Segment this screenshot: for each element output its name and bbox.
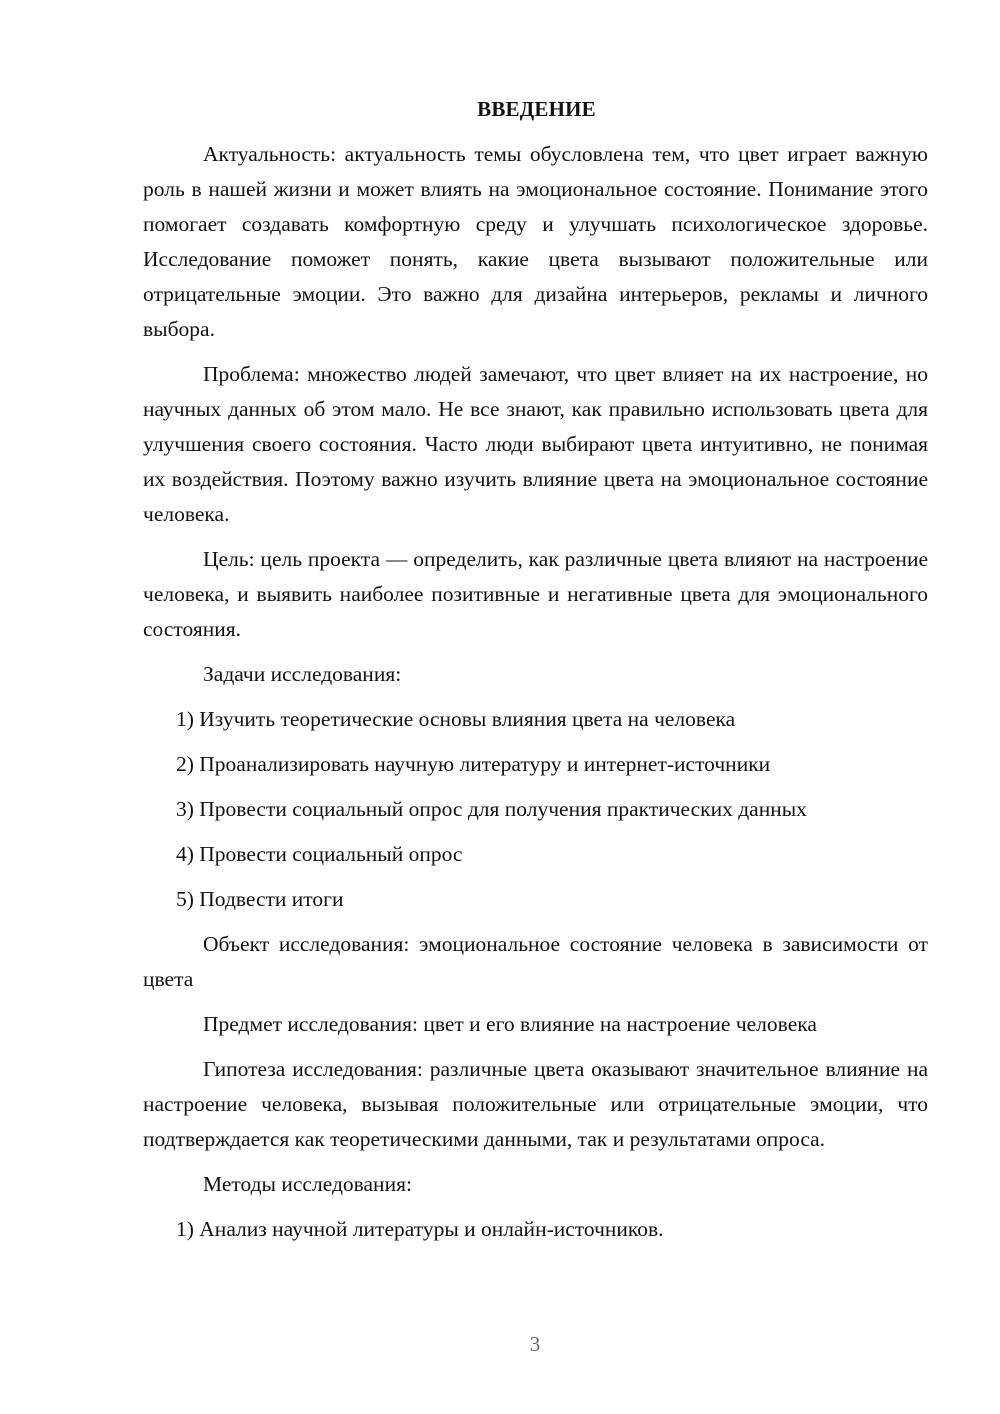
tasks-list xyxy=(143,702,928,917)
problem-paragraph: Проблема: множество людей замечают, что цвет влияет на их настроение, но научных данных об этом мало. Не все знают, как правильно использовать цвета для улучшения своего состояния. Часто люди выбирают цвета интуитивно, не понимая их воздействия. Поэтому важно изучить влияние цвета на эмоциональное состояние человека. xyxy=(143,362,928,526)
methods-list xyxy=(143,1212,928,1247)
subject-paragraph: Предмет исследования: цвет и его влияние на настроение человека xyxy=(203,1012,817,1036)
list-item: 2) Проанализировать научную литературу и интернет-источники xyxy=(176,752,771,776)
hypothesis-paragraph: Гипотеза исследования: различные цвета оказывают значительное влияние на настроение человека, вызывая положительные или отрицательные эмоции, что подтверждается как теоретическими данными, так и результатами опроса. xyxy=(143,1057,928,1151)
list-item: 1) Анализ научной литературы и онлайн-источников. xyxy=(176,1217,664,1241)
goal-paragraph: Цель: цель проекта — определить, как различные цвета влияют на настроение человека, и выявить наиболее позитивные и негативные цвета для эмоционального состояния. xyxy=(143,547,928,641)
section-heading: ВВЕДЕНИЕ xyxy=(477,97,596,121)
list-item: 3) Провести социальный опрос для получения практических данных xyxy=(176,797,807,821)
document-page xyxy=(143,92,928,1257)
object-paragraph: Объект исследования: эмоциональное состояние человека в зависимости от цвета xyxy=(143,932,928,991)
relevance-paragraph: Актуальность: актуальность темы обусловлена тем, что цвет играет важную роль в нашей жизни и может влиять на эмоциональное состояние. Понимание этого помогает создавать комфортную среду и улучшать психологическое здоровье. Исследование поможет понять, какие цвета вызывают положительные или отрицательные эмоции. Это важно для дизайна интерьеров, рекламы и личного выбора. xyxy=(143,142,928,341)
page-number: 3 xyxy=(529,1332,541,1356)
tasks-title: Задачи исследования: xyxy=(203,662,402,686)
list-item: 5) Подвести итоги xyxy=(176,887,344,911)
list-item: 1) Изучить теоретические основы влияния цвета на человека xyxy=(176,707,736,731)
list-item: 4) Провести социальный опрос xyxy=(176,842,463,866)
methods-title: Методы исследования: xyxy=(203,1172,412,1196)
